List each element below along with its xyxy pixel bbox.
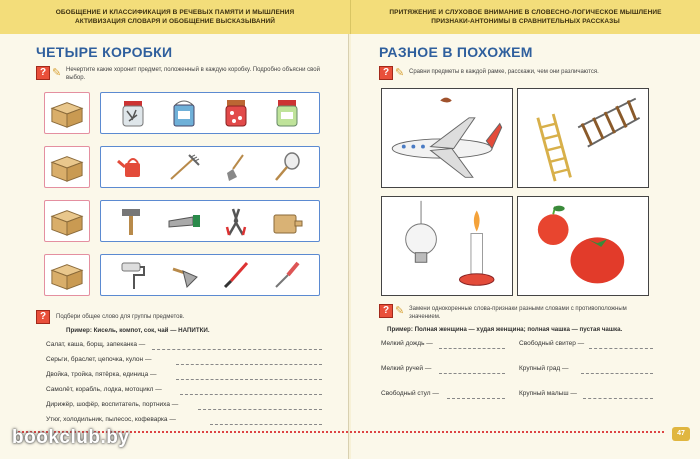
watermark: bookclub.by	[12, 427, 130, 448]
jar-pickles-icon	[270, 97, 304, 129]
pair-1-left: Мелкий дождь —	[381, 340, 433, 347]
line-item-1: Салат, каша, борщ, запеканка —	[46, 341, 146, 348]
cutting-board-icon	[270, 205, 304, 237]
rake-icon	[167, 151, 201, 183]
box-icon	[50, 151, 84, 183]
right-instruction-2: Замени однокоренные слова-признаки разными словами с противоположным значением.	[409, 306, 627, 320]
picture-airplane-bird	[381, 88, 513, 188]
answer-line-1[interactable]	[152, 349, 322, 350]
left-instruction-1: Нечертите какие хоронит предмет, положенный в каждую коробку. Подробно объясни свой выбор.	[66, 67, 320, 81]
pair-2-right-answer[interactable]	[581, 373, 653, 374]
answer-line-4[interactable]	[180, 394, 322, 395]
answer-line-3[interactable]	[176, 379, 322, 380]
apple-icon	[518, 197, 646, 293]
question-icon: ?	[379, 66, 393, 80]
line-item-5: Дирижёр, шофёр, воспитатель, портниха —	[46, 401, 179, 408]
ladder-icon	[518, 89, 646, 185]
answer-line-2[interactable]	[176, 364, 322, 365]
shovel-icon	[219, 151, 253, 183]
light-bulb-icon	[382, 197, 510, 293]
pair-3-left-answer[interactable]	[447, 398, 505, 399]
question-icon: ?	[36, 66, 50, 80]
answer-line-6[interactable]	[210, 424, 322, 425]
row-workshop-tools	[100, 200, 320, 242]
pair-2-left: Мелкий ручей —	[381, 365, 432, 372]
pair-3-right-answer[interactable]	[583, 398, 653, 399]
cardboard-box-2	[44, 146, 90, 188]
pencil-icon: ✎	[52, 67, 62, 79]
right-page-title: РАЗНОЕ В ПОХОЖЕМ	[379, 44, 533, 60]
right-example: Пример: Полная женщина — худая женщина; полная чашка — пустая чашка.	[387, 326, 623, 333]
cardboard-box-4	[44, 254, 90, 296]
question-icon: ?	[36, 310, 50, 324]
saw-icon	[167, 205, 201, 237]
racket-icon	[270, 151, 304, 183]
trowel-icon	[167, 259, 201, 291]
cardboard-box-3	[44, 200, 90, 242]
hammer-icon	[116, 205, 150, 237]
page-number: 47	[672, 427, 690, 441]
left-page-title: ЧЕТЫРЕ КОРОБКИ	[36, 44, 173, 60]
pair-1-right-answer[interactable]	[589, 348, 653, 349]
left-instruction-2: Подбери общее слово для группы предметов.	[56, 314, 185, 320]
screwdriver-icon	[270, 259, 304, 291]
left-example: Пример: Кисель, компот, сок, чай — НАПИТКИ.	[66, 327, 210, 334]
right-page-header: ПРИТЯЖЕНИЕ И СЛУХОВОЕ ВНИМАНИЕ В СЛОВЕСНО-ЛОГИЧЕСКОЕ МЫШЛЕНИЕ ПРИЗНАКИ-АНТОНИМЫ В СРАВНИТЕЛЬНЫХ РАССКАЗЫ	[350, 0, 700, 34]
pair-2-left-answer[interactable]	[439, 373, 505, 374]
row-jars	[100, 92, 320, 134]
pair-3-right: Крупный малыш —	[519, 390, 577, 397]
watering-can-icon	[116, 151, 150, 183]
right-page	[351, 34, 700, 459]
box-icon	[50, 205, 84, 237]
jar-nails-icon	[116, 97, 150, 129]
box-icon	[50, 97, 84, 129]
jar-paint-icon	[167, 97, 201, 129]
paintbrush-icon	[219, 259, 253, 291]
pencil-icon: ✎	[395, 67, 405, 79]
pair-1-left-answer[interactable]	[439, 348, 505, 349]
right-instruction-1: Сравни предметы в каждой рамке, расскажи, чем они различаются.	[409, 69, 599, 75]
box-icon	[50, 259, 84, 291]
row-painting-tools	[100, 254, 320, 296]
line-item-3: Двойка, тройка, пятёрка, единица —	[46, 371, 157, 378]
line-item-6: Утюг, холодильник, пылесос, кофеварка —	[46, 416, 176, 423]
picture-ladder-rails	[517, 88, 649, 188]
jar-berries-icon	[219, 97, 253, 129]
pencil-icon: ✎	[395, 305, 405, 317]
paint-roller-icon	[116, 259, 150, 291]
answer-line-5[interactable]	[198, 409, 322, 410]
pliers-icon	[219, 205, 253, 237]
left-page	[0, 34, 349, 459]
cardboard-box-1	[44, 92, 90, 134]
row-garden-tools	[100, 146, 320, 188]
pair-3-left: Свободный стул —	[381, 390, 439, 397]
line-item-4: Самолёт, корабль, лодка, мотоцикл —	[46, 386, 162, 393]
pair-2-right: Крупный град —	[519, 365, 569, 372]
question-icon: ?	[379, 304, 393, 318]
left-page-header: ОБОБЩЕНИЕ И КЛАССИФИКАЦИЯ В РЕЧЕВЫХ ПАМЯТИ И МЫШЛЕНИЯ АКТИВИЗАЦИЯ СЛОВАРЯ И ОБОБЩЕНИЕ ВЫСКАЗЫВАНИЙ	[0, 0, 350, 34]
picture-apple-tomato	[517, 196, 649, 296]
pair-1-right: Свободный свитер —	[519, 340, 585, 347]
airplane-icon	[382, 89, 510, 185]
line-item-2: Серьги, браслет, цепочка, кулон —	[46, 356, 152, 363]
picture-bulb-candle	[381, 196, 513, 296]
